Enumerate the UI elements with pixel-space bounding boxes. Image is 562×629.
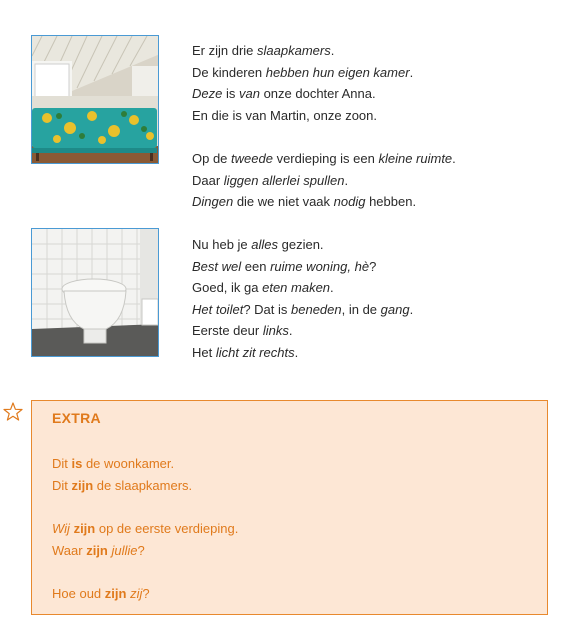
extra-box xyxy=(31,400,548,615)
text-line: Het licht zit rechts. xyxy=(192,344,299,360)
extra-line: Dit is de woonkamer. xyxy=(52,456,175,471)
text-line: Eerste deur links. xyxy=(192,323,293,338)
paragraph-toilet xyxy=(192,234,413,363)
text-line: Nu heb je alles gezien. xyxy=(192,237,324,252)
extra-examples xyxy=(52,453,238,605)
text-line: Daar liggen allerlei spullen. xyxy=(192,172,349,188)
star-outline-icon xyxy=(3,402,23,422)
text-line: Goed, ik ga eten maken. xyxy=(192,280,334,295)
extra-line: Wij zijn op de eerste verdieping. xyxy=(52,521,239,537)
toilet-photo xyxy=(31,228,159,357)
text-line: En die is van Martin, onze zoon. xyxy=(192,107,377,123)
bedroom-photo xyxy=(31,35,159,164)
text-line: Het toilet? Dat is beneden, in de gang. xyxy=(192,301,414,317)
extra-line: Hoe oud zijn zij? xyxy=(52,586,150,602)
paragraph-second-floor xyxy=(192,148,456,213)
text-line: De kinderen hebben hun eigen kamer. xyxy=(192,64,414,80)
extra-line: Dit zijn de slaapkamers. xyxy=(52,477,193,493)
text-line: Er zijn drie slaapkamers. xyxy=(192,43,335,58)
text-line: Dingen die we niet vaak nodig hebben. xyxy=(192,194,417,209)
extra-line: Waar zijn jullie? xyxy=(52,542,145,558)
extra-title: EXTRA xyxy=(52,410,101,426)
text-line: Best wel een ruime woning, hè? xyxy=(192,258,377,274)
text-line: Op de tweede verdieping is een kleine ruimte. xyxy=(192,151,456,166)
paragraph-bedrooms xyxy=(192,40,413,126)
text-line: Deze is van onze dochter Anna. xyxy=(192,86,376,101)
